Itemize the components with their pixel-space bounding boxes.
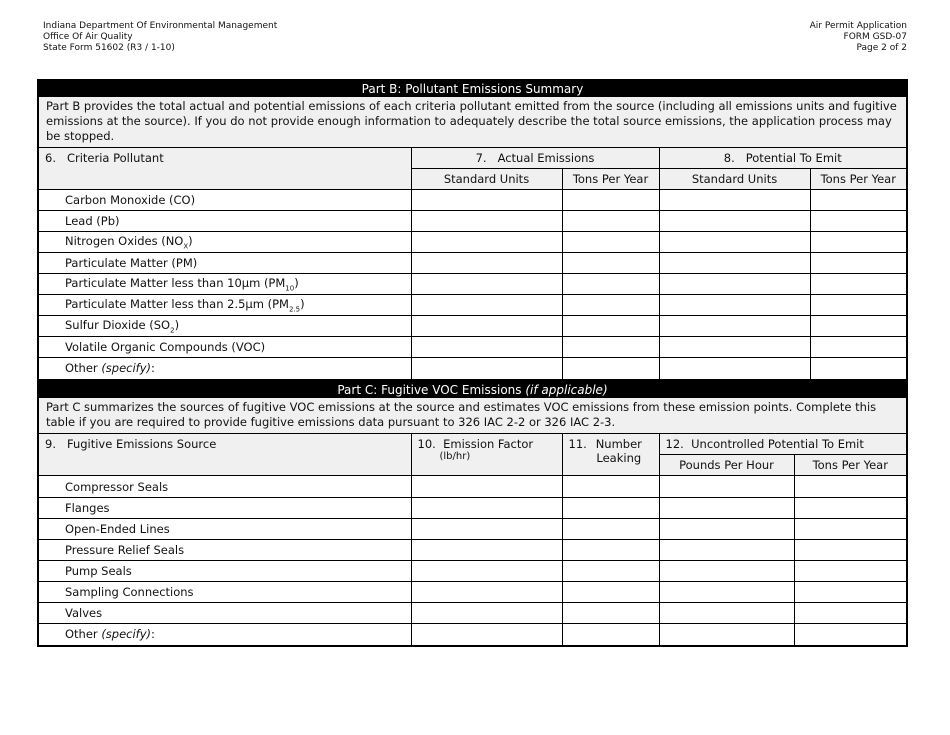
emission-factor-input[interactable] xyxy=(411,561,562,582)
col10-label: Emission Factor xyxy=(443,437,534,451)
table-row xyxy=(39,316,906,337)
pollutant-label: Lead (Pb) xyxy=(39,211,411,232)
pph-input[interactable] xyxy=(659,603,794,624)
pte-tpy-header: Tons Per Year xyxy=(810,169,906,190)
actual-std-units-input[interactable] xyxy=(411,295,562,316)
source-label: Pressure Relief Seals xyxy=(39,540,411,561)
table-row xyxy=(39,358,906,379)
col12-header xyxy=(659,434,906,455)
source-label: Sampling Connections xyxy=(39,582,411,603)
tpy-header: Tons Per Year xyxy=(794,455,906,476)
pte-std-units-input[interactable] xyxy=(659,253,810,274)
col8-header xyxy=(659,148,906,169)
emission-factor-input[interactable] xyxy=(411,476,562,498)
tpy-input[interactable] xyxy=(794,603,906,624)
table-row xyxy=(39,603,906,624)
pph-input[interactable] xyxy=(659,476,794,498)
number-leaking-input[interactable] xyxy=(562,498,659,519)
number-leaking-input[interactable] xyxy=(562,603,659,624)
number-leaking-input[interactable] xyxy=(562,561,659,582)
col11-label: Number Leaking xyxy=(595,437,642,465)
part-c-intro: Part C summarizes the sources of fugitive VOC emissions at the source and estimates VOC emissions from these emission points. Complete this table if you are required to provide fugitive emissions data pursuant to 326 IAC 2-2 or 326 IAC 2-3. xyxy=(39,398,906,434)
tpy-input[interactable] xyxy=(794,519,906,540)
emission-factor-input[interactable] xyxy=(411,582,562,603)
other-specify-field[interactable]: Other (specify): xyxy=(39,358,411,379)
actual-std-units-input[interactable] xyxy=(411,274,562,295)
col7-label: Actual Emissions xyxy=(497,151,595,165)
emission-factor-input[interactable] xyxy=(411,498,562,519)
tpy-input[interactable] xyxy=(794,476,906,498)
pte-tpy-input[interactable] xyxy=(810,190,906,211)
part-c-title: Part C: Fugitive VOC Emissions (if applicable) xyxy=(39,382,906,398)
actual-tpy-input[interactable] xyxy=(562,190,659,211)
table-row xyxy=(39,211,906,232)
other-specify-field[interactable]: Other (specify): xyxy=(39,624,411,645)
col8-number: 8. xyxy=(723,151,735,165)
pte-tpy-input[interactable] xyxy=(810,253,906,274)
actual-std-units-input[interactable] xyxy=(411,337,562,358)
actual-tpy-input[interactable] xyxy=(562,211,659,232)
col6-header xyxy=(39,148,411,190)
source-label: Flanges xyxy=(39,498,411,519)
form-title: Air Permit Application xyxy=(809,21,907,31)
col7-header xyxy=(411,148,659,169)
pollutant-label: Nitrogen Oxides $(NO_X)$ xyxy=(39,232,411,253)
table-row xyxy=(39,519,906,540)
actual-std-units-input[interactable] xyxy=(411,316,562,337)
pollutant-label: Volatile Organic Compounds (VOC) xyxy=(39,337,411,358)
actual-tpy-input[interactable] xyxy=(562,337,659,358)
table-row xyxy=(39,540,906,561)
emission-factor-input[interactable] xyxy=(411,540,562,561)
actual-tpy-input[interactable] xyxy=(562,316,659,337)
col6-number: 6. xyxy=(45,151,56,165)
col10-header xyxy=(411,434,562,476)
tpy-input[interactable] xyxy=(794,498,906,519)
pte-std-units-header: Standard Units xyxy=(659,169,810,190)
actual-std-units-input[interactable] xyxy=(411,190,562,211)
actual-std-units-input[interactable] xyxy=(411,211,562,232)
pte-tpy-input[interactable] xyxy=(810,295,906,316)
emission-factor-input[interactable] xyxy=(411,624,562,645)
actual-tpy-input[interactable] xyxy=(562,358,659,379)
col7-number: 7. xyxy=(475,151,487,165)
agency-name: Indiana Department Of Environmental Management xyxy=(43,21,278,31)
pollutant-label: Particulate Matter (PM) xyxy=(39,253,411,274)
number-leaking-input[interactable] xyxy=(562,540,659,561)
actual-tpy-header: Tons Per Year xyxy=(562,169,659,190)
pte-tpy-input[interactable] xyxy=(810,211,906,232)
table-row xyxy=(39,624,906,645)
pte-std-units-input[interactable] xyxy=(659,358,810,379)
header-right xyxy=(810,21,907,54)
pph-input[interactable] xyxy=(659,540,794,561)
table-row xyxy=(39,582,906,603)
part-c-table xyxy=(39,434,906,645)
pte-tpy-input[interactable] xyxy=(810,358,906,379)
number-leaking-input[interactable] xyxy=(562,519,659,540)
pph-input[interactable] xyxy=(659,519,794,540)
table-row xyxy=(39,337,906,358)
pph-header: Pounds Per Hour xyxy=(659,455,794,476)
col9-label: Fugitive Emissions Source xyxy=(66,437,217,451)
form-number: State Form 51602 (R3 / 1-10) xyxy=(43,43,175,53)
tpy-input[interactable] xyxy=(794,582,906,603)
source-label: Open-Ended Lines xyxy=(39,519,411,540)
number-leaking-input[interactable] xyxy=(562,582,659,603)
col12-number: 12. xyxy=(665,437,684,451)
part-b-title: Part B: Pollutant Emissions Summary xyxy=(39,81,906,97)
actual-tpy-input[interactable] xyxy=(562,253,659,274)
actual-std-units-input[interactable] xyxy=(411,253,562,274)
pph-input[interactable] xyxy=(659,624,794,645)
table-row xyxy=(39,274,906,295)
part-c-section xyxy=(37,380,908,647)
pte-std-units-input[interactable] xyxy=(659,232,810,253)
pollutant-label: Particulate Matter less than 10µm $(PM_{10})$ xyxy=(39,274,411,295)
header-left xyxy=(43,21,277,54)
tpy-input[interactable] xyxy=(794,540,906,561)
actual-std-units-input[interactable] xyxy=(411,232,562,253)
number-leaking-input[interactable] xyxy=(562,476,659,498)
table-row xyxy=(39,498,906,519)
pte-std-units-input[interactable] xyxy=(659,274,810,295)
part-b-section xyxy=(37,79,908,381)
col10-number: 10. xyxy=(417,437,436,451)
table-row xyxy=(39,295,906,316)
actual-std-units-header: Standard Units xyxy=(411,169,562,190)
office-name: Office Of Air Quality xyxy=(43,32,133,42)
page-number: Page 2 of 2 xyxy=(856,43,907,53)
col8-label: Potential To Emit xyxy=(745,151,842,165)
tpy-input[interactable] xyxy=(794,561,906,582)
source-label: Pump Seals xyxy=(39,561,411,582)
pte-std-units-input[interactable] xyxy=(659,316,810,337)
col10-unit: (lb/hr) xyxy=(439,451,471,462)
emission-factor-input[interactable] xyxy=(411,519,562,540)
pte-tpy-input[interactable] xyxy=(810,316,906,337)
actual-tpy-input[interactable] xyxy=(562,232,659,253)
pollutant-label: Sulfur Dioxide $(SO_2)$ xyxy=(39,316,411,337)
col9-number: 9. xyxy=(45,437,56,451)
col11-number: 11. xyxy=(568,437,587,451)
tpy-input[interactable] xyxy=(794,624,906,645)
source-label: Valves xyxy=(39,603,411,624)
pte-tpy-input[interactable] xyxy=(810,232,906,253)
actual-tpy-input[interactable] xyxy=(562,295,659,316)
pte-std-units-input[interactable] xyxy=(659,211,810,232)
actual-tpy-input[interactable] xyxy=(562,274,659,295)
form-code: FORM GSD-07 xyxy=(843,32,907,42)
pte-tpy-input[interactable] xyxy=(810,274,906,295)
col9-header xyxy=(39,434,411,476)
part-b-table xyxy=(39,148,906,379)
col11-header xyxy=(562,434,659,476)
emission-factor-input[interactable] xyxy=(411,603,562,624)
source-label: Compressor Seals xyxy=(39,476,411,498)
table-row xyxy=(39,561,906,582)
table-row xyxy=(39,190,906,211)
pte-std-units-input[interactable] xyxy=(659,337,810,358)
pph-input[interactable] xyxy=(659,561,794,582)
part-b-intro: Part B provides the total actual and potential emissions of each criteria pollutant emitted from the source (including all emissions units and fugitive emissions at the source). If you do not provide enough information to adequately describe the total source emissions, the application process may be stopped. xyxy=(39,97,906,148)
col12-label: Uncontrolled Potential To Emit xyxy=(691,437,864,451)
pte-std-units-input[interactable] xyxy=(659,190,810,211)
pte-tpy-input[interactable] xyxy=(810,337,906,358)
pte-std-units-input[interactable] xyxy=(659,295,810,316)
table-row xyxy=(39,253,906,274)
actual-std-units-input[interactable] xyxy=(411,358,562,379)
pph-input[interactable] xyxy=(659,498,794,519)
col6-label: Criteria Pollutant xyxy=(66,151,164,165)
table-row xyxy=(39,476,906,498)
pph-input[interactable] xyxy=(659,582,794,603)
pollutant-label: Carbon Monoxide (CO) xyxy=(39,190,411,211)
number-leaking-input[interactable] xyxy=(562,624,659,645)
pollutant-label: Particulate Matter less than 2.5µm $(PM_{2.5})$ xyxy=(39,295,411,316)
table-row xyxy=(39,232,906,253)
